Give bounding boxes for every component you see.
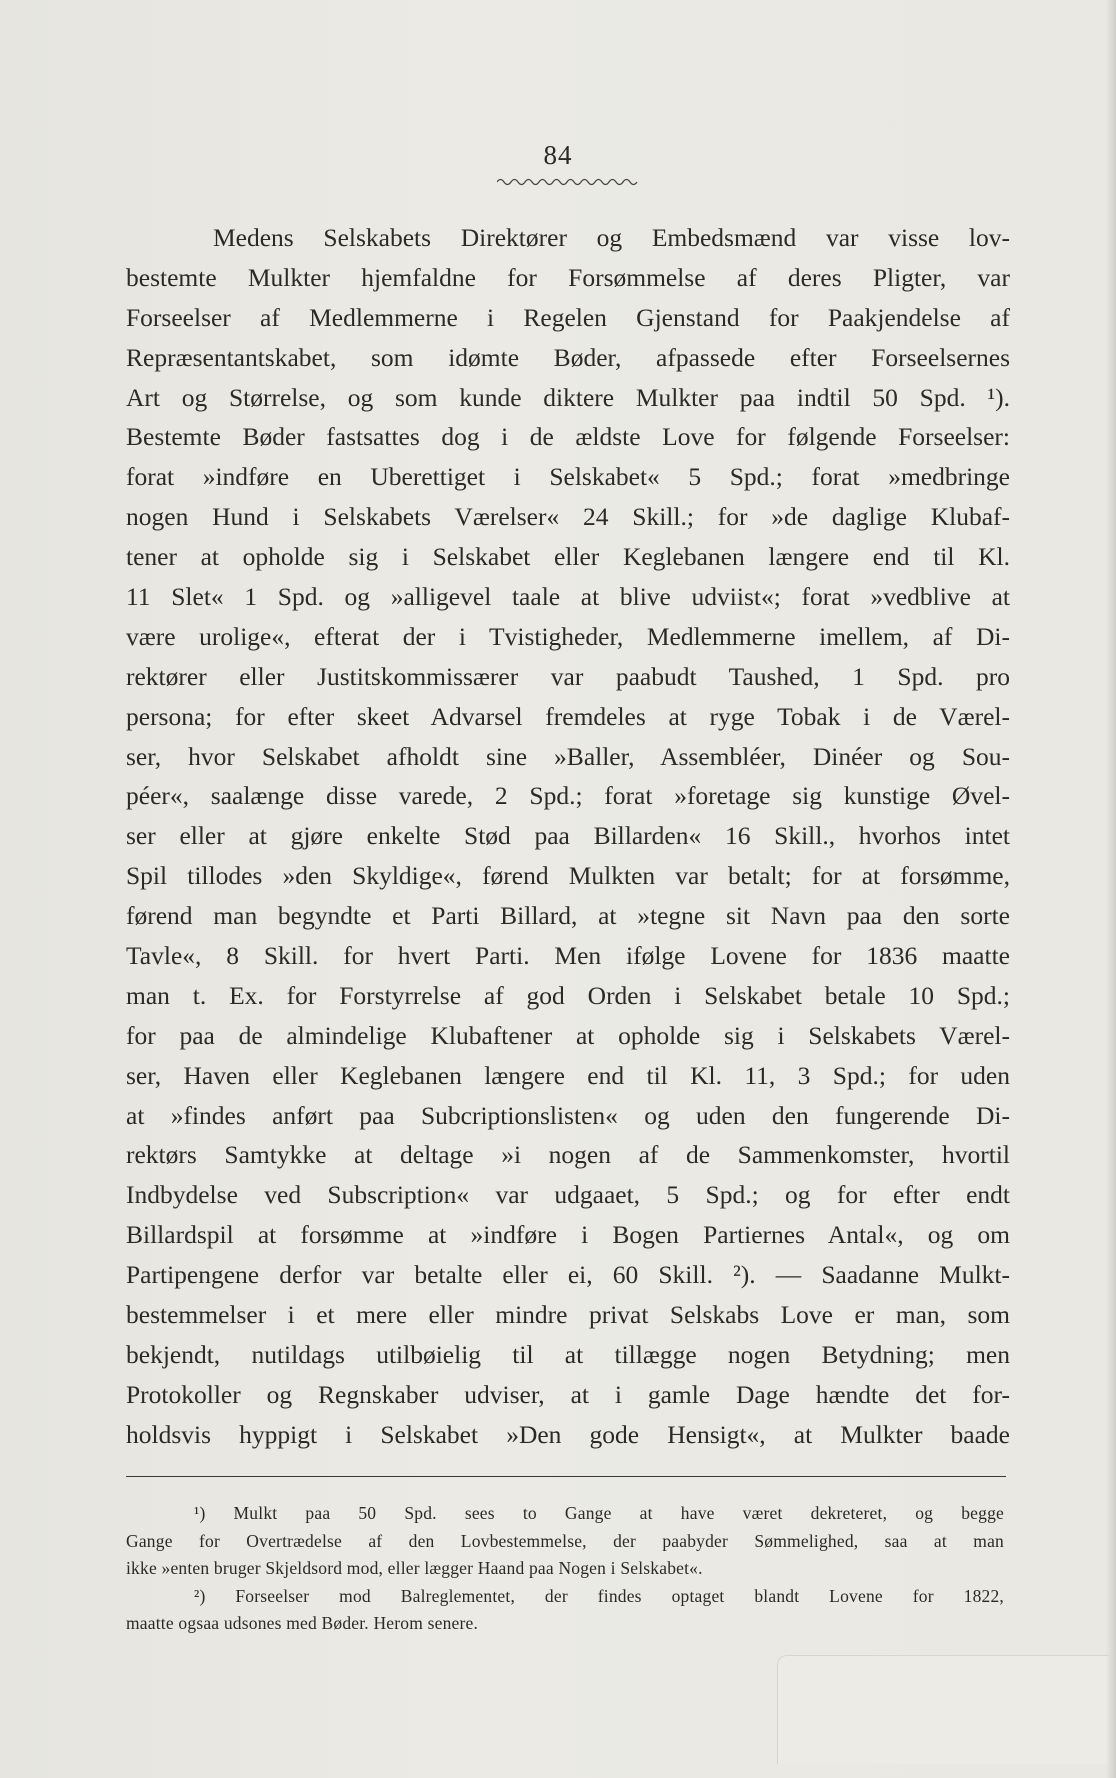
footnote-line: Gange for Overtrædelse af den Lovbestemmelse, der paabyder Sømmelighed, saa at man [126,1530,1004,1551]
footnote-line: maatte ogsaa udsones med Bøder. Herom senere. [126,1613,479,1633]
body-line: at »findes anført paa Subcriptionslisten« og uden den fungerende Di- [126,1100,1010,1130]
body-line: ser, hvor Selskabet afholdt sine »Baller, Assembléer, Dinéer og Sou- [126,741,1010,771]
body-line: Bestemte Bøder fastsattes dog i de ældste Love for følgende Forseelser: [126,422,1010,452]
body-line: holdsvis hyppigt i Selskabet »Den gode Hensigt«, at Mulkter baade [126,1419,1010,1449]
body-line: persona; for efter skeet Advarsel fremdeles at ryge Tobak i de Værel- [126,701,1010,731]
body-line: bekjendt, nutildags utilbøielig til at tillægge nogen Betydning; men [126,1339,1010,1369]
body-line: Spil tillodes »den Skyldige«, førend Mulkten var betalt; for at forsømme, [126,861,1010,891]
body-line: Forseelser af Medlemmerne i Regelen Gjenstand for Paakjendelse af [126,302,1010,332]
body-line: Art og Størrelse, og som kunde diktere Mulkter paa indtil 50 Spd. ¹). [126,382,1010,412]
body-line: Protokoller og Regnskaber udviser, at i gamle Dage hændte det for- [126,1379,1010,1409]
body-line: Repræsentantskabet, som idømte Bøder, afpassede efter Forseelsernes [126,342,1010,372]
page-number: 84 [543,140,573,170]
body-line: 11 Slet« 1 Spd. og »alligevel taale at blive udviist«; forat »vedblive at [126,582,1010,612]
body-line: Indbydelse ved Subscription« var udgaaet, 5 Spd.; og for efter endt [126,1180,1010,1210]
footnote-divider [126,1476,1006,1477]
body-line: nogen Hund i Selskabets Værelser« 24 Skill.; for »de daglige Klubaf- [126,502,1010,532]
body-text [126,218,1010,1455]
body-line: Tavle«, 8 Skill. for hvert Parti. Men ifølge Lovene for 1836 maatte [126,941,1010,971]
body-line: Billardspil at forsømme at »indføre i Bogen Partiernes Antal«, og om [126,1220,1010,1250]
body-line: være urolige«, efterat der i Tvistigheder, Medlemmerne imellem, af Di- [126,621,1010,651]
body-line: tener at opholde sig i Selskabet eller Keglebanen længere end til Kl. [126,542,1010,572]
body-line: Partipengene derfor var betalte eller ei, 60 Skill. ²). — Saadanne Mulkt- [126,1260,1010,1290]
body-line: bestemte Mulkter hjemfaldne for Forsømmelse af deres Pligter, var [126,262,1010,292]
footnote-line: ¹) Mulkt paa 50 Spd. sees to Gange at have været dekreteret, og begge [194,1503,1004,1523]
body-line: rektørs Samtykke at deltage »i nogen af de Sammenkomster, hvortil [126,1140,1010,1170]
body-line: bestemmelser i et mere eller mindre privat Selskabs Love er man, som [126,1300,1010,1330]
body-line: for paa de almindelige Klubaftener at opholde sig i Selskabets Værel- [126,1020,1010,1050]
body-line: man t. Ex. for Forstyrrelse af god Orden i Selskabet betale 10 Spd.; [126,980,1010,1010]
body-line: Medens Selskabets Direktører og Embedsmænd var visse lov- [213,223,1010,252]
page-corner-mark [777,1655,1108,1764]
body-line: ser eller at gjøre enkelte Stød paa Billarden« 16 Skill., hvorhos intet [126,821,1010,851]
footnote-line: ²) Forseelser mod Balreglementet, der findes optaget blandt Lovene for 1822, [194,1585,1004,1606]
body-line: rektører eller Justitskommissærer var paabudt Taushed, 1 Spd. pro [126,661,1010,691]
wavy-ornament-icon [497,176,639,188]
body-line: forat »indføre en Uberettiget i Selskabet« 5 Spd.; forat »medbringe [126,462,1010,492]
body-line: ser, Haven eller Keglebanen længere end til Kl. 11, 3 Spd.; for uden [126,1060,1010,1090]
footnotes [126,1500,1004,1638]
body-line: péer«, saalænge disse varede, 2 Spd.; forat »foretage sig kunstige Øvel- [126,781,1010,811]
page-edge-shadow [1106,0,1116,1778]
footnote-line: ikke »enten bruger Skjeldsord mod, eller lægger Haand paa Nogen i Selskabet«. [126,1558,703,1578]
body-line: førend man begyndte et Parti Billard, at »tegne sit Navn paa den sorte [126,901,1010,931]
